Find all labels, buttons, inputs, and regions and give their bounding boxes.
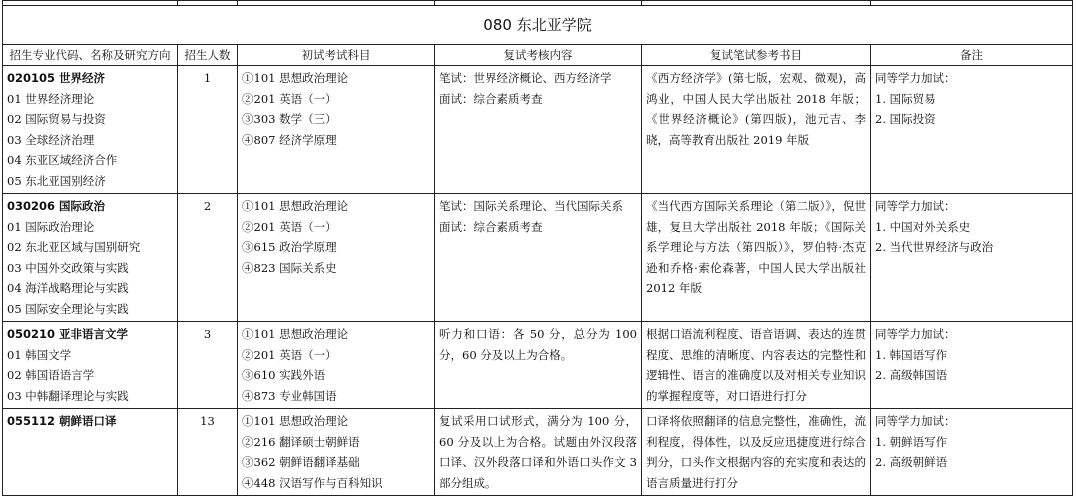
major-code: 055112 朝鲜语口译 [7, 414, 117, 428]
table-row [3, 322, 1073, 409]
notes-cell [871, 322, 1073, 409]
note-item: 1. 国际贸易 [875, 91, 936, 106]
subject-item: ①101 思想政治理论 [242, 414, 349, 428]
direction-item: 02 韩国语语言学 [7, 368, 95, 382]
direction-item: 01 韩国文学 [7, 347, 72, 362]
subject-item: ④807 经济学原理 [242, 132, 337, 147]
direction-item: 03 全球经济治理 [7, 132, 95, 147]
note-item: 2. 高级韩国语 [875, 368, 948, 382]
enrollment-count: 3 [178, 322, 238, 409]
table-row [3, 409, 1073, 496]
direction-item: 03 中韩翻译理论与实践 [7, 388, 129, 403]
retest-text: 复试采用口试形式，满分为 100 分，60 分及以上为合格。试题由外汉段落口译、汉外段落口译和外语口头作文 3 部分组成。 [435, 409, 642, 496]
direction-item: 05 国际安全理论与实践 [7, 301, 129, 316]
table-row [3, 66, 1073, 194]
direction-item: 05 东北亚国别经济 [7, 173, 106, 188]
major-cell [3, 66, 178, 194]
subject-item: ③362 朝鲜语翻译基础 [242, 455, 360, 469]
direction-item: 04 海洋战略理论与实践 [7, 281, 129, 295]
major-code: 020105 世界经济 [7, 71, 106, 85]
retest-item: 面试：综合素质考查 [439, 219, 543, 234]
note-item: 2. 国际投资 [875, 112, 936, 126]
table-row [3, 194, 1073, 322]
enrollment-count: 1 [178, 66, 238, 194]
subject-item: ④873 专业韩国语 [242, 388, 337, 403]
reference-books-text: 根据口语流利程度、语音语调、表达的连贯程度、思维的清晰度、内容表达的完整性和逻辑性、语言的准确度以及对相关专业知识的掌握程度等，对口语进行打分 [642, 322, 871, 409]
note-item: 1. 中国对外关系史 [875, 219, 971, 234]
retest-cell [435, 194, 642, 322]
enrollment-count: 13 [178, 409, 238, 496]
retest-item: 笔试：国际关系理论、当代国际关系 [439, 199, 623, 213]
subject-item: ④823 国际关系史 [242, 260, 337, 275]
subject-item: ①101 思想政治理论 [242, 71, 349, 85]
col-header-major: 招生专业代码、名称及研究方向 [3, 45, 178, 66]
subject-item: ③303 数学（三） [242, 112, 337, 126]
retest-item: 笔试：世界经济概论、西方经济学 [439, 71, 612, 85]
note-item: 同等学力加试： [875, 327, 956, 341]
retest-cell [435, 66, 642, 194]
note-item: 同等学力加试： [875, 199, 956, 213]
major-cell [3, 322, 178, 409]
notes-cell [871, 66, 1073, 194]
major-cell [3, 194, 178, 322]
subjects-cell [238, 409, 435, 496]
note-item: 同等学力加试： [875, 71, 956, 85]
page-title: 080 东北亚学院 [3, 6, 1073, 45]
note-item: 2. 当代世界经济与政治 [875, 240, 994, 254]
col-header-count: 招生人数 [178, 45, 238, 66]
reference-books-text: 《西方经济学》(第七版，宏观、微观)，高鸿业，中国人民大学出版社 2018 年版；《世界经济概论》(第四版)，池元吉、李晓，高等教育出版社 2019 年版 [642, 66, 871, 194]
enrollment-count: 2 [178, 194, 238, 322]
title-row [3, 6, 1073, 45]
subject-item: ②201 英语（一） [242, 91, 337, 106]
subject-item: ②216 翻译硕士朝鲜语 [242, 434, 360, 449]
note-item: 1. 韩国语写作 [875, 347, 948, 362]
subject-item: ④448 汉语写作与百科知识 [242, 475, 383, 490]
note-item: 2. 高级朝鲜语 [875, 455, 948, 469]
admissions-table [2, 0, 1073, 496]
col-header-reference-books: 复试笔试参考书目 [642, 45, 871, 66]
note-item: 1. 朝鲜语写作 [875, 434, 948, 449]
subject-item: ②201 英语（一） [242, 219, 337, 234]
direction-item: 02 东北亚区域与国别研究 [7, 240, 141, 254]
subjects-cell [238, 66, 435, 194]
subjects-cell [238, 194, 435, 322]
direction-item: 02 国际贸易与投资 [7, 112, 106, 126]
subject-item: ③610 实践外语 [242, 368, 326, 382]
note-item: 同等学力加试： [875, 414, 956, 428]
direction-item: 03 中国外交政策与实践 [7, 260, 129, 275]
major-code: 050210 亚非语言文学 [7, 327, 129, 341]
major-code: 030206 国际政治 [7, 199, 106, 213]
reference-books-text: 《当代西方国际关系理论（第二版）》，倪世雄，复旦大学出版社 2018 年版；《国际关系学理论与方法（第四版）》，罗伯特·杰克逊和乔格·索伦森著，中国人民大学出版社 2012 年版 [642, 194, 871, 322]
direction-item: 01 国际政治理论 [7, 219, 95, 234]
major-cell [3, 409, 178, 496]
col-header-notes: 备注 [871, 45, 1073, 66]
notes-cell [871, 409, 1073, 496]
retest-item: 面试：综合素质考查 [439, 91, 543, 106]
subject-item: ①101 思想政治理论 [242, 327, 349, 341]
subjects-cell [238, 322, 435, 409]
direction-item: 01 世界经济理论 [7, 91, 95, 106]
col-header-retest-content: 复试考核内容 [435, 45, 642, 66]
reference-books-text: 口译将依照翻译的信息完整性，准确性，流利程度，得体性，以及反应迅捷度进行综合判分，口头作文根据内容的充实度和表达的语言质量进行打分 [642, 409, 871, 496]
subject-item: ②201 英语（一） [242, 347, 337, 362]
subject-item: ①101 思想政治理论 [242, 199, 349, 213]
header-row [3, 45, 1073, 66]
direction-item: 04 东亚区域经济合作 [7, 153, 118, 167]
notes-cell [871, 194, 1073, 322]
subject-item: ③615 政治学原理 [242, 240, 337, 254]
retest-text: 听力和口语：各 50 分，总分为 100 分，60 分及以上为合格。 [435, 322, 642, 409]
col-header-initial-exam: 初试考试科目 [238, 45, 435, 66]
